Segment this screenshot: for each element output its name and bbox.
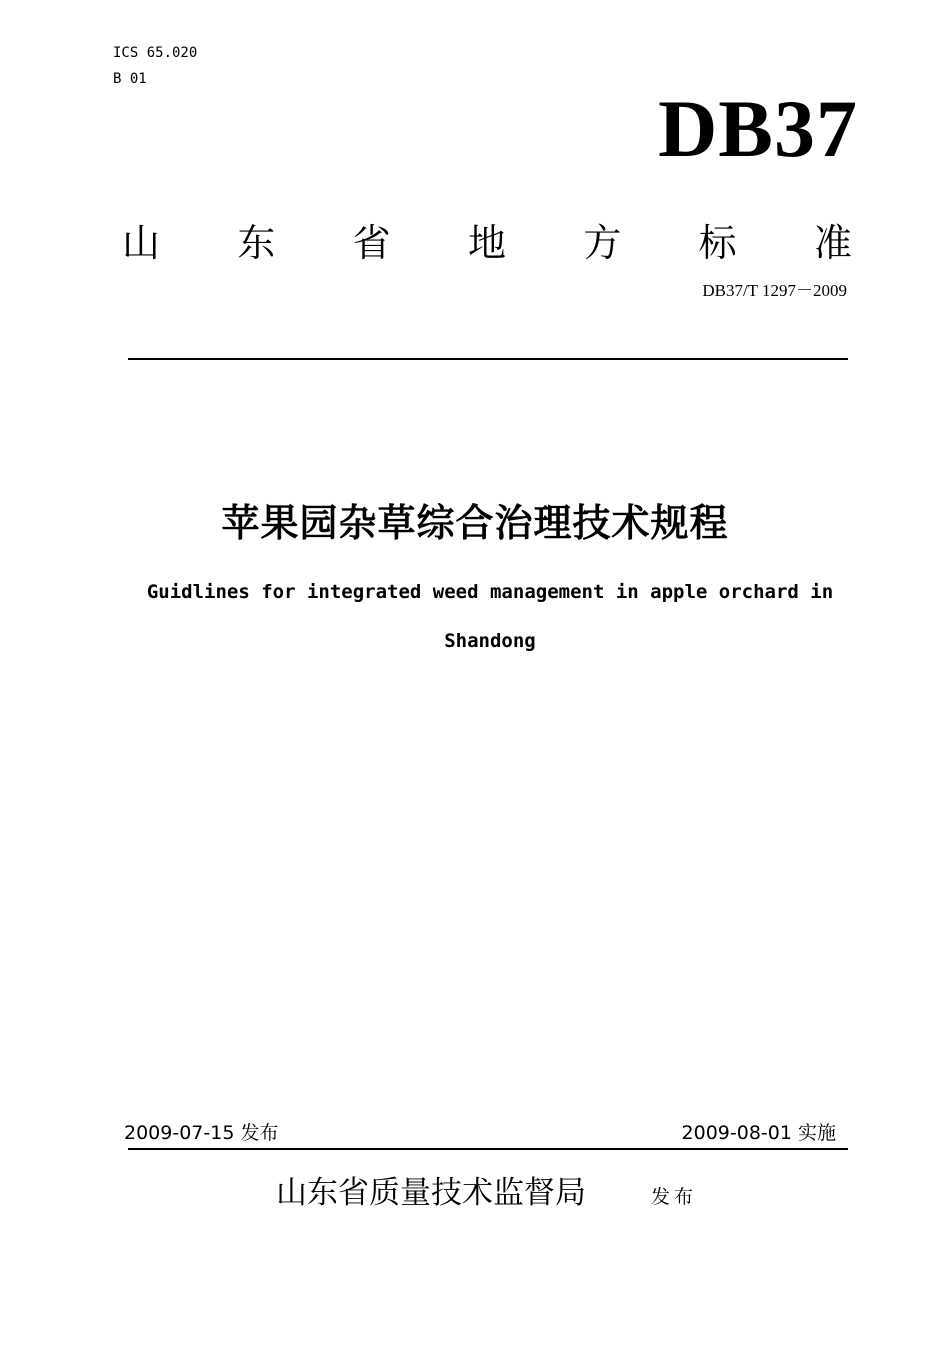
top-divider bbox=[128, 358, 848, 360]
document-title-chinese: 苹果园杂草综合治理技术规程 bbox=[221, 501, 729, 545]
issued-label: 发布 bbox=[651, 1186, 698, 1208]
ccs-code: B 01 bbox=[113, 71, 147, 87]
standard-type-char: 准 bbox=[813, 221, 852, 265]
standard-type-char: 地 bbox=[467, 221, 506, 265]
english-title-line-2: Shandong bbox=[444, 630, 536, 652]
ics-code: ICS 65.020 bbox=[113, 45, 198, 61]
document-title-english bbox=[100, 568, 880, 666]
issuing-authority: 山东省质量技术监督局 bbox=[276, 1175, 586, 1211]
standard-type-char: 标 bbox=[698, 221, 737, 265]
standard-type-char: 东 bbox=[237, 221, 276, 265]
standard-type-char: 山 bbox=[122, 221, 161, 265]
implementation-date: 2009-08-01 实施 bbox=[681, 1122, 836, 1144]
issue-date: 2009-07-15 发布 bbox=[124, 1122, 279, 1144]
english-title-line-1: Guidlines for integrated weed management in apple orchard in bbox=[146, 581, 834, 603]
standard-type-heading bbox=[122, 218, 852, 268]
standard-number: DB37/T 1297－2009 bbox=[702, 281, 847, 300]
standard-type-char: 省 bbox=[352, 221, 391, 265]
bottom-divider bbox=[128, 1148, 848, 1150]
standard-type-char: 方 bbox=[583, 221, 622, 265]
standard-code-mark: DB37 bbox=[658, 83, 858, 174]
